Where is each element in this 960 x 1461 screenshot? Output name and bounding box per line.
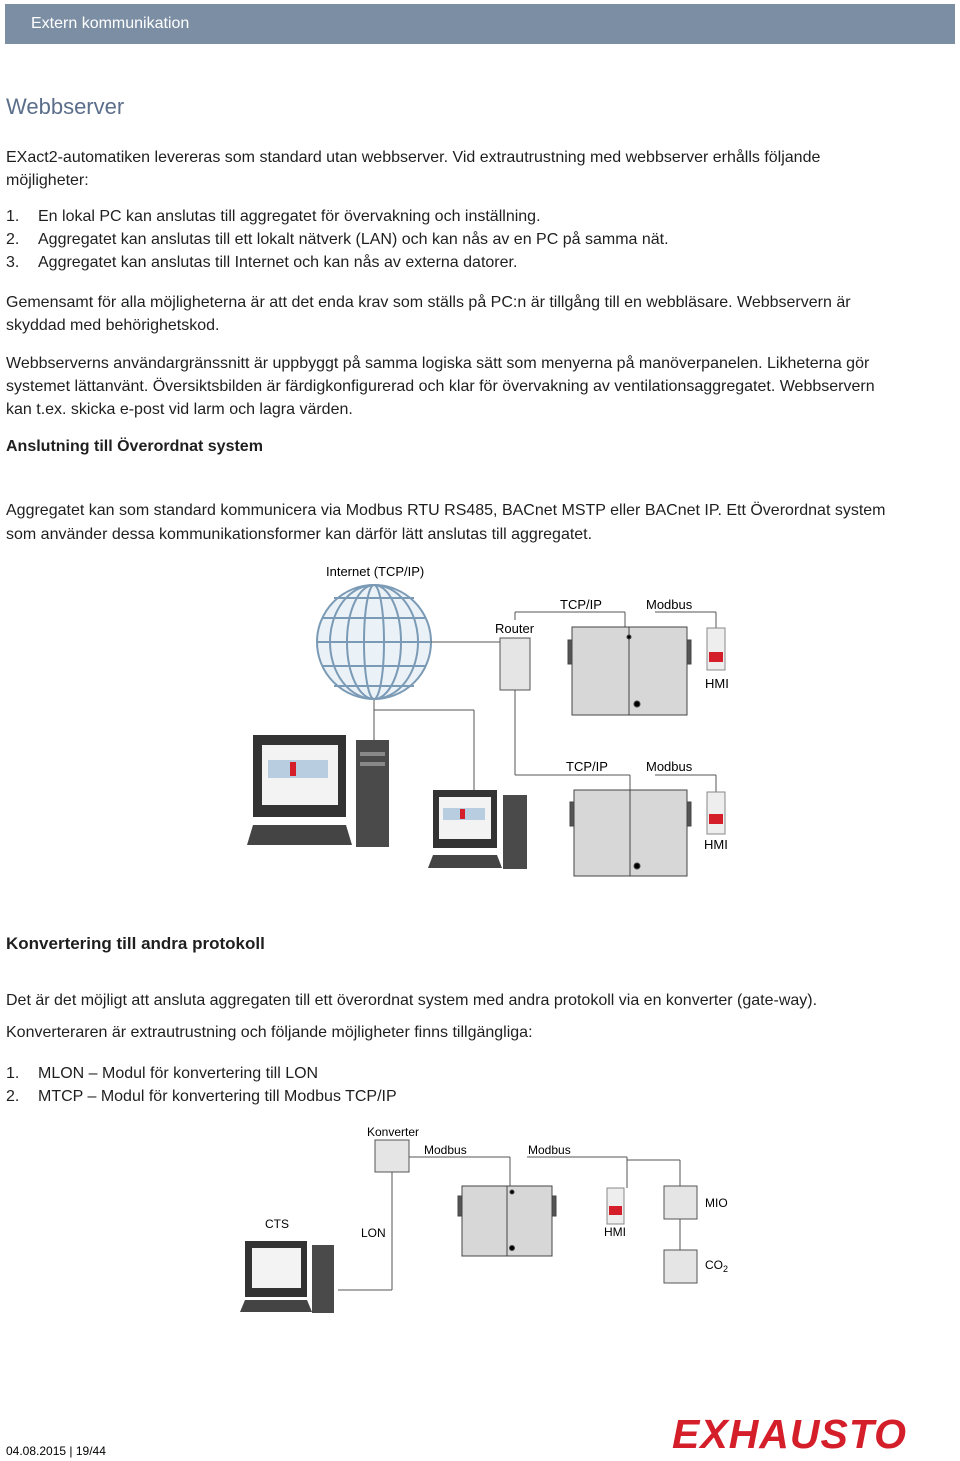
hmi-panel-icon [607, 1188, 624, 1224]
mio-module-icon [664, 1186, 697, 1219]
label-konverter: Konverter [367, 1125, 420, 1139]
para-ui-line-1: Webbserverns användargränssnitt är uppbyggt på samma logiska sätt som menyerna på manöverpanelen. Likheterna gör [6, 355, 870, 372]
heading-connect: Anslutning till Överordnat system [6, 438, 263, 455]
list1-item [6, 231, 669, 249]
network-diagram [0, 555, 960, 895]
label-lon: LON [361, 1226, 386, 1240]
co2-sensor-icon [664, 1250, 697, 1283]
section-title: Webbserver [6, 94, 125, 119]
ventilation-unit-icon [570, 790, 691, 876]
intro-line-2: möjligheter: [6, 172, 89, 189]
list-number: 3. [6, 254, 20, 271]
ventilation-unit-icon [458, 1186, 556, 1256]
para-ui-line-3: kan t.ex. skicka e-post vid larm och lagra värden. [6, 401, 353, 418]
footer-date: 04.08.2015 [6, 1444, 67, 1458]
ventilation-unit-icon [568, 627, 691, 715]
label-co2: $CO_2$ [705, 1258, 729, 1274]
list1-item [6, 254, 517, 272]
label-cts: CTS [265, 1217, 289, 1231]
computer-icon [240, 1241, 334, 1313]
list-text: MLON – Modul för konvertering till LON [38, 1065, 319, 1082]
heading-convert: Konvertering till andra protokoll [6, 934, 265, 953]
footer-page: 19/44 [75, 1444, 106, 1458]
para-ui-line-2: systemet lättanvänt. Översiktsbilden är färdigkonfigurerad och klar för övervakning av ventilationsaggregatet. Webbservern [6, 378, 875, 395]
footer: 04.08.2015 | 19/44 [6, 1444, 106, 1458]
label-mio: MIO [705, 1196, 728, 1210]
list-number: 1. [6, 1065, 20, 1082]
computer-icon [428, 790, 527, 869]
converter-module-icon [375, 1140, 409, 1172]
computer-icon [247, 735, 389, 847]
para-convert-2: Konverteraren är extrautrustning och följande möjligheter finns tillgängliga: [6, 1024, 533, 1041]
list-text: En lokal PC kan anslutas till aggregatet för övervakning och inställning. [38, 208, 541, 225]
label-hmi-2: HMI [704, 837, 728, 852]
router-icon [500, 638, 530, 690]
header-bar [5, 4, 955, 44]
hmi-panel-icon [707, 792, 725, 834]
label-internet: Internet (TCP/IP) [326, 564, 425, 579]
label-tcpip: TCP/IP [560, 597, 602, 612]
list2-item [6, 1088, 397, 1106]
label-modbus: Modbus [424, 1143, 467, 1157]
header-title: Extern kommunikation [31, 15, 190, 32]
list-text: Aggregatet kan anslutas till Internet och kan nås av externa datorer. [38, 254, 518, 271]
label-router: Router [495, 621, 535, 636]
intro-line-1: EXact2-automatiken levereras som standard utan webbserver. Vid extrautrustning med webbserver erhålls följande [6, 149, 821, 166]
label-modbus-2: Modbus [528, 1143, 571, 1157]
para-connect-line-1: Aggregatet kan som standard kommunicera via Modbus RTU RS485, BACnet MSTP eller BACnet IP. Ett Överordnat system [6, 502, 886, 519]
para-common-line-2: skyddad med behörighetskod. [6, 317, 220, 334]
label-hmi: HMI [705, 676, 729, 691]
list-number: 2. [6, 1088, 20, 1105]
para-common-line-1: Gemensamt för alla möjligheterna är att det enda krav som ställs på PC:n är tillgång till en webbläsare. Webbservern är [6, 294, 851, 311]
label-modbus: Modbus [646, 597, 693, 612]
para-convert-1: Det är det möjligt att ansluta aggregaten till ett överordnat system med andra protokoll via en konverter (gate-way). [6, 992, 818, 1009]
list-text: MTCP – Modul för konvertering till Modbus TCP/IP [38, 1088, 397, 1105]
list2-item [6, 1065, 318, 1083]
exhausto-logo: EXHAUSTO [672, 1411, 908, 1457]
label-tcpip-2: TCP/IP [566, 759, 608, 774]
converter-diagram [0, 1120, 960, 1320]
list1-item [6, 208, 541, 226]
list-number: 2. [6, 231, 20, 248]
label-hmi: HMI [604, 1225, 626, 1239]
list-number: 1. [6, 208, 20, 225]
globe-icon [317, 585, 431, 699]
list-text: Aggregatet kan anslutas till ett lokalt nätverk (LAN) och kan nås av en PC på samma nät. [38, 231, 669, 248]
para-connect-line-2: som använder dessa kommunikationsformer kan därför lätt anslutas till aggregatet. [6, 526, 593, 543]
label-modbus-2: Modbus [646, 759, 693, 774]
hmi-panel-icon [707, 628, 725, 670]
